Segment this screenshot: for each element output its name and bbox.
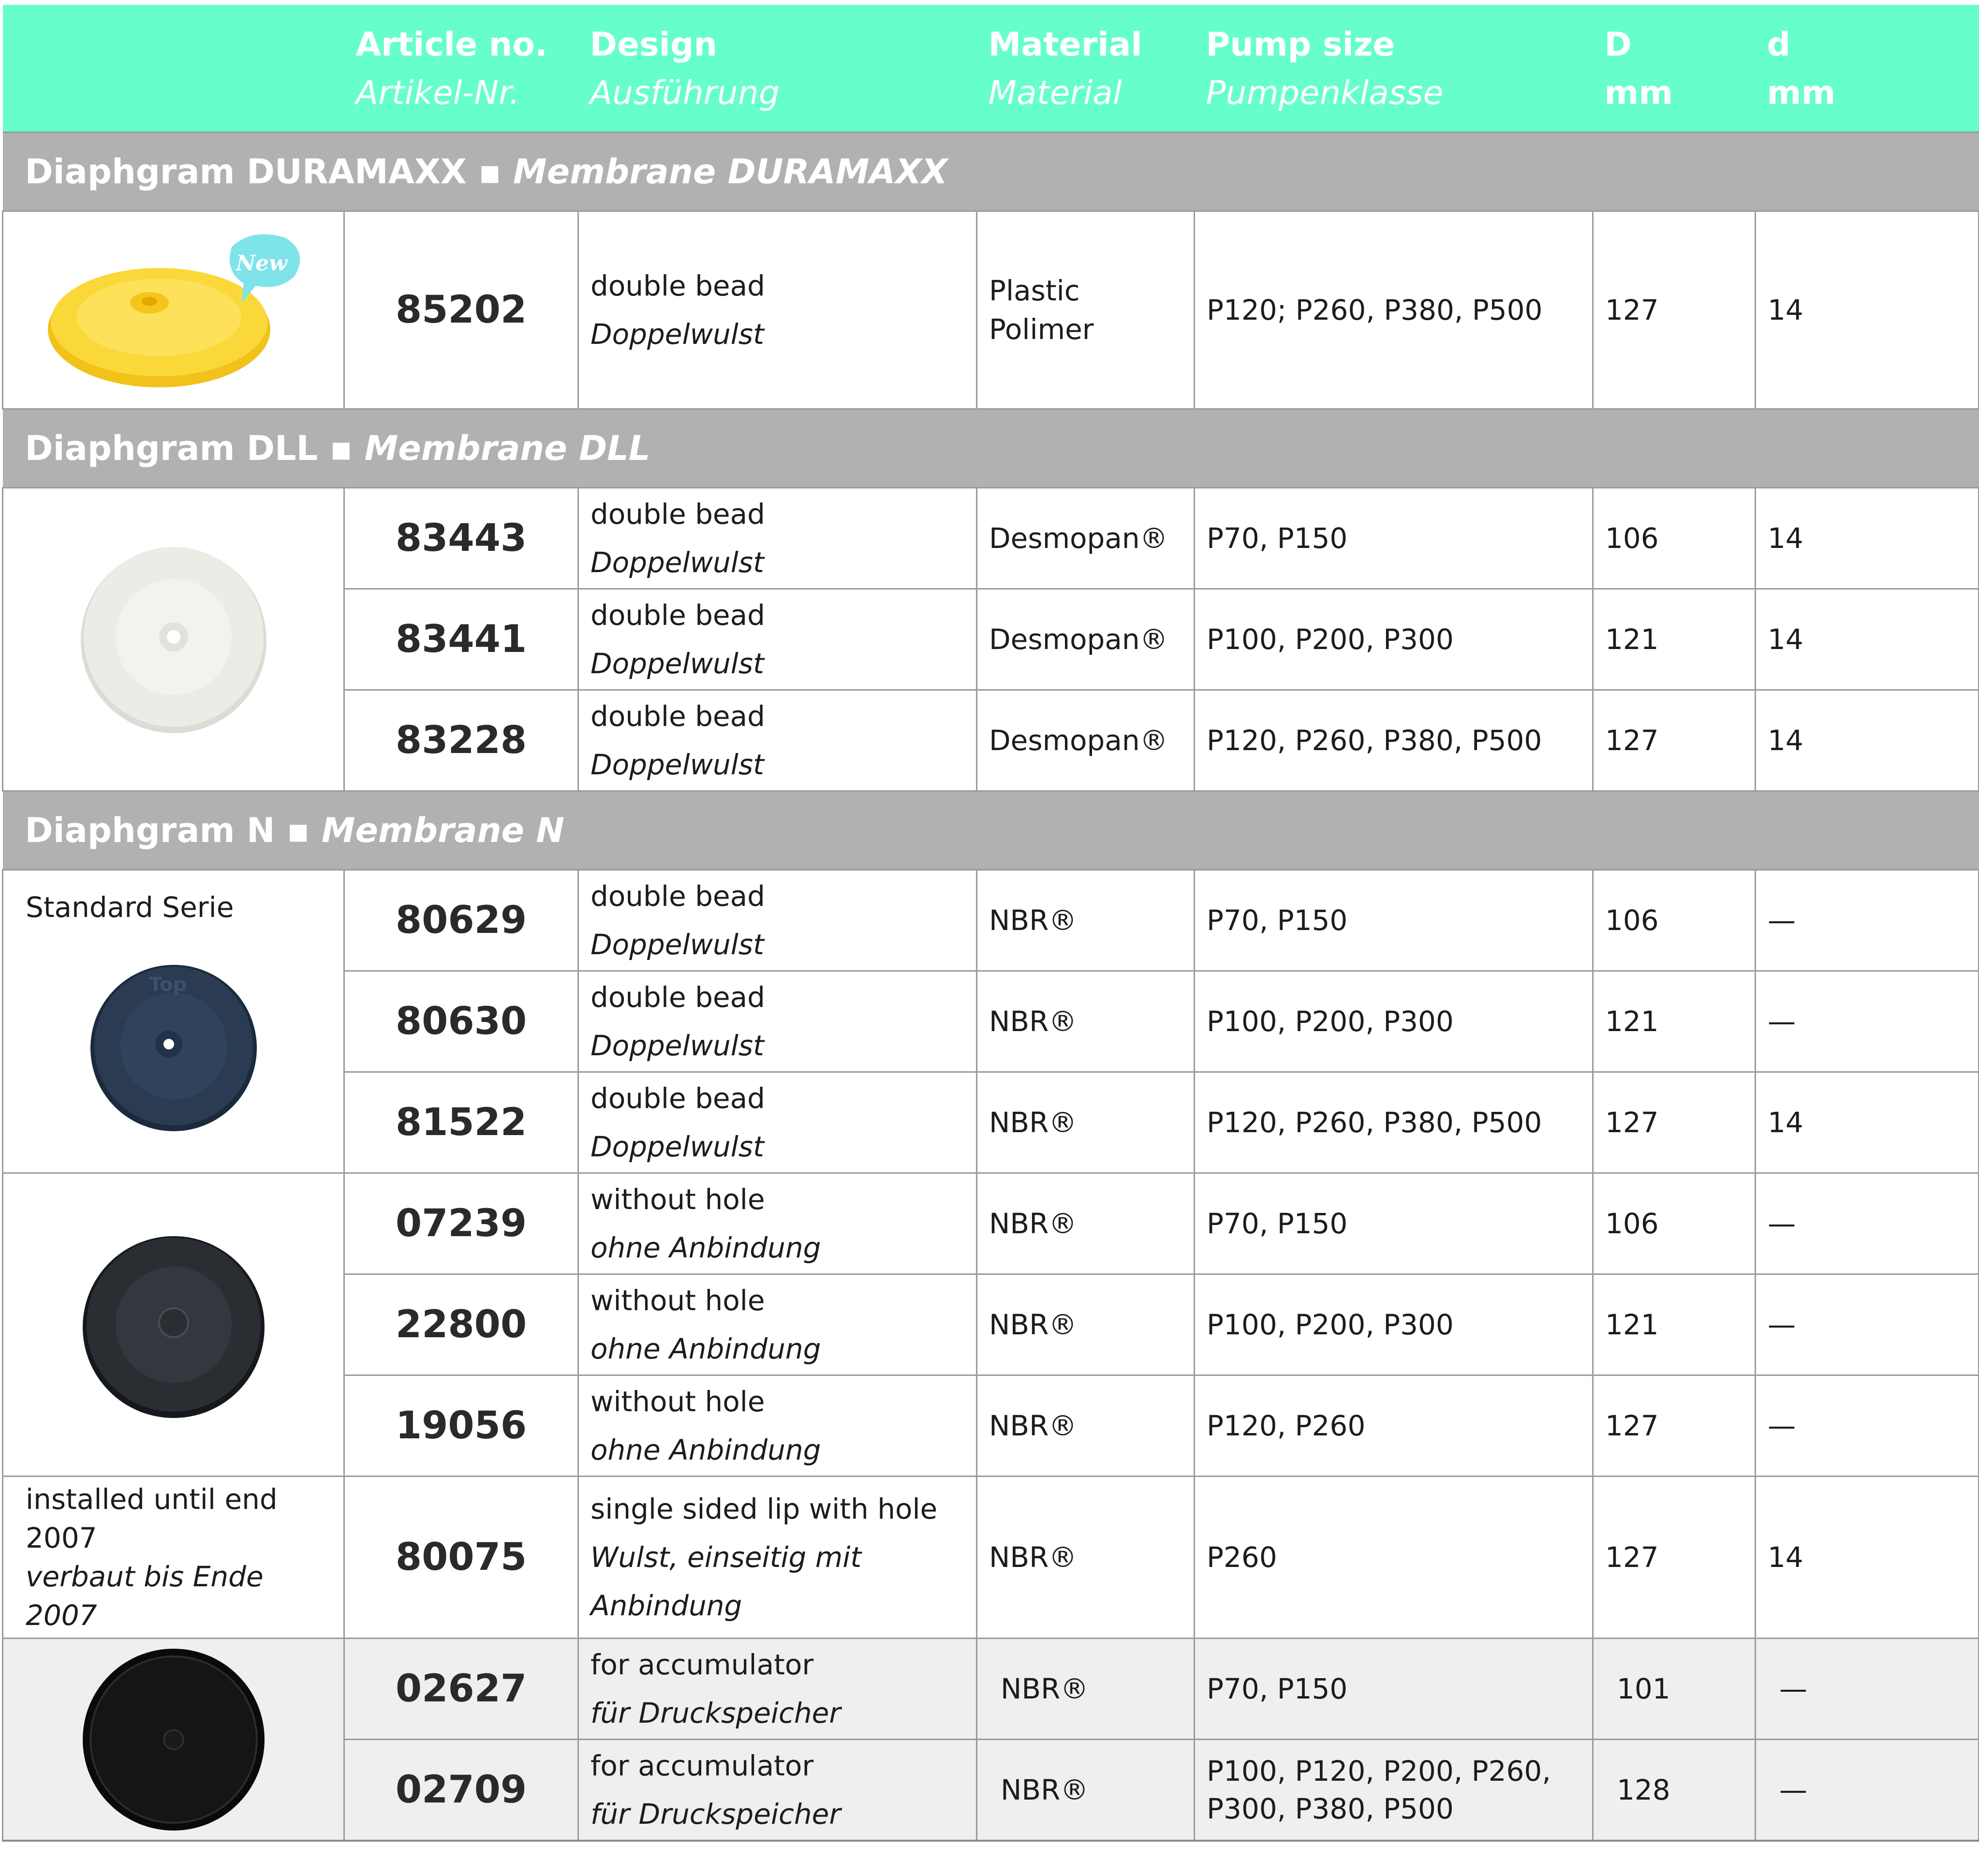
material-cell: NBR® [977, 1173, 1195, 1274]
pump-size-cell: P100, P200, P300 [1195, 1274, 1593, 1375]
table-row [3, 1639, 1979, 1740]
design-cell: double bead Doppelwulst [578, 870, 977, 971]
pump-size-cell: P70, P150 [1195, 488, 1593, 589]
outer-diameter-cell: 121 [1593, 971, 1756, 1072]
article-number: 02709 [344, 1740, 578, 1841]
article-number: 81522 [344, 1072, 578, 1173]
outer-diameter-cell: 127 [1593, 1375, 1756, 1477]
product-image-duramaxx [3, 211, 344, 409]
design-cell: double bead Doppelwulst [578, 211, 977, 409]
outer-diameter-cell: 127 [1593, 211, 1756, 409]
inner-diameter-cell: 14 [1756, 1072, 1979, 1173]
pump-size-cell: P100, P200, P300 [1195, 971, 1593, 1072]
inner-diameter-cell: 14 [1756, 589, 1979, 690]
standard-series-label: Standard Serie [26, 891, 234, 924]
design-cell: without hole ohne Anbindung [578, 1173, 977, 1274]
article-number: 22800 [344, 1274, 578, 1375]
material-cell: NBR® [977, 1375, 1195, 1477]
table-row [3, 870, 1979, 971]
product-image-dll [3, 488, 344, 791]
article-number: 83228 [344, 690, 578, 791]
table-row [3, 488, 1979, 589]
article-number: 83443 [344, 488, 578, 589]
section-title: Diaphgram DURAMAXX ▪ Membrane DURAMAXX [3, 133, 1979, 211]
inner-diameter-cell: — [1756, 971, 1979, 1072]
material-cell: NBR® [977, 971, 1195, 1072]
design-cell: double bead Doppelwulst [578, 488, 977, 589]
inner-diameter-cell: — [1756, 870, 1979, 971]
inner-diameter-cell: 14 [1756, 690, 1979, 791]
material-cell: NBR® [977, 870, 1195, 971]
outer-diameter-cell: 106 [1593, 1173, 1756, 1274]
pump-size-cell: P100, P120, P200, P260, P300, P380, P500 [1195, 1740, 1593, 1841]
design-cell: for accumulator für Druckspeicher [578, 1639, 977, 1740]
section-duramaxx [3, 133, 1979, 211]
section-title: Diaphgram N ▪ Membrane N [3, 791, 1979, 870]
new-badge-text: New [236, 251, 287, 276]
pump-size-cell: P100, P200, P300 [1195, 589, 1593, 690]
design-cell: single sided lip with hole Wulst, einseitig mit Anbindung [578, 1477, 977, 1639]
pump-size-cell: P120, P260, P380, P500 [1195, 1072, 1593, 1173]
article-number: 07239 [344, 1173, 578, 1274]
product-image-accumulator [3, 1639, 344, 1841]
material-cell: Desmopan® [977, 690, 1195, 791]
design-cell: double bead Doppelwulst [578, 1072, 977, 1173]
header-pump-size: Pump size Pumpenklasse [1195, 5, 1593, 133]
article-number: 80075 [344, 1477, 578, 1639]
product-image-without-hole [3, 1173, 344, 1477]
outer-diameter-cell: 128 [1593, 1740, 1756, 1841]
article-number: 19056 [344, 1375, 578, 1477]
pump-size-cell: P70, P150 [1195, 1173, 1593, 1274]
inner-diameter-cell: — [1756, 1639, 1979, 1740]
outer-diameter-cell: 127 [1593, 1477, 1756, 1639]
article-number: 83441 [344, 589, 578, 690]
header-inner-diameter: d mm [1756, 5, 1979, 133]
material-cell: Plastic Polimer [977, 211, 1195, 409]
design-cell: double bead Doppelwulst [578, 971, 977, 1072]
material-cell: NBR® [977, 1274, 1195, 1375]
outer-diameter-cell: 106 [1593, 488, 1756, 589]
installed-until-note-cell [3, 1477, 344, 1639]
material-cell: NBR® [977, 1072, 1195, 1173]
outer-diameter-cell: 121 [1593, 589, 1756, 690]
outer-diameter-cell: 101 [1593, 1639, 1756, 1740]
inner-diameter-cell: — [1756, 1173, 1979, 1274]
header-outer-diameter: D mm [1593, 5, 1756, 133]
article-number: 80629 [344, 870, 578, 971]
header-article: Article no. Artikel-Nr. [344, 5, 578, 133]
section-title: Diaphgram DLL ▪ Membrane DLL [3, 409, 1979, 488]
header-material: Material Material [977, 5, 1195, 133]
section-dll [3, 409, 1979, 488]
design-cell: for accumulator für Druckspeicher [578, 1740, 977, 1841]
outer-diameter-cell: 127 [1593, 690, 1756, 791]
material-cell: Desmopan® [977, 589, 1195, 690]
pump-size-cell: P120, P260, P380, P500 [1195, 690, 1593, 791]
navy-diaphragm-image [82, 951, 266, 1145]
outer-diameter-cell: 121 [1593, 1274, 1756, 1375]
outer-diameter-cell: 127 [1593, 1072, 1756, 1173]
header-design: Design Ausführung [578, 5, 977, 133]
yellow-diaphragm-image [38, 218, 309, 402]
black-diaphragm-image [77, 1228, 270, 1421]
material-cell: Desmopan® [977, 488, 1195, 589]
header-image-col [3, 5, 344, 133]
pump-size-cell: P120; P260, P380, P500 [1195, 211, 1593, 409]
table-row [3, 1173, 1979, 1274]
article-number: 02627 [344, 1639, 578, 1740]
design-cell: double bead Doppelwulst [578, 589, 977, 690]
material-cell: NBR® [977, 1477, 1195, 1639]
inner-diameter-cell: 14 [1756, 488, 1979, 589]
design-cell: without hole ohne Anbindung [578, 1274, 977, 1375]
inner-diameter-cell: 14 [1756, 211, 1979, 409]
article-number: 80630 [344, 971, 578, 1072]
table-row [3, 211, 1979, 409]
diaphragm-spec-table [2, 5, 1979, 1842]
installed-until-note: installed until end 2007 verbaut bis Ende 2007 [26, 1483, 278, 1632]
pump-size-cell: P70, P150 [1195, 870, 1593, 971]
inner-diameter-cell: — [1756, 1375, 1979, 1477]
pump-size-cell: P120, P260 [1195, 1375, 1593, 1477]
white-diaphragm-image [72, 538, 275, 741]
product-image-standard [3, 870, 344, 1173]
pump-size-cell: P70, P150 [1195, 1639, 1593, 1740]
section-n [3, 791, 1979, 870]
material-cell: NBR® [977, 1740, 1195, 1841]
inner-diameter-cell: — [1756, 1274, 1979, 1375]
design-cell: without hole ohne Anbindung [578, 1375, 977, 1477]
inner-diameter-cell: 14 [1756, 1477, 1979, 1639]
material-cell: NBR® [977, 1639, 1195, 1740]
table-header-row [3, 5, 1979, 133]
design-cell: double bead Doppelwulst [578, 690, 977, 791]
outer-diameter-cell: 106 [1593, 870, 1756, 971]
pump-size-cell: P260 [1195, 1477, 1593, 1639]
svg-text:Top: Top [148, 974, 187, 996]
article-number: 85202 [344, 211, 578, 409]
table-row [3, 1477, 1979, 1639]
inner-diameter-cell: — [1756, 1740, 1979, 1841]
accumulator-diaphragm-image [79, 1645, 268, 1834]
